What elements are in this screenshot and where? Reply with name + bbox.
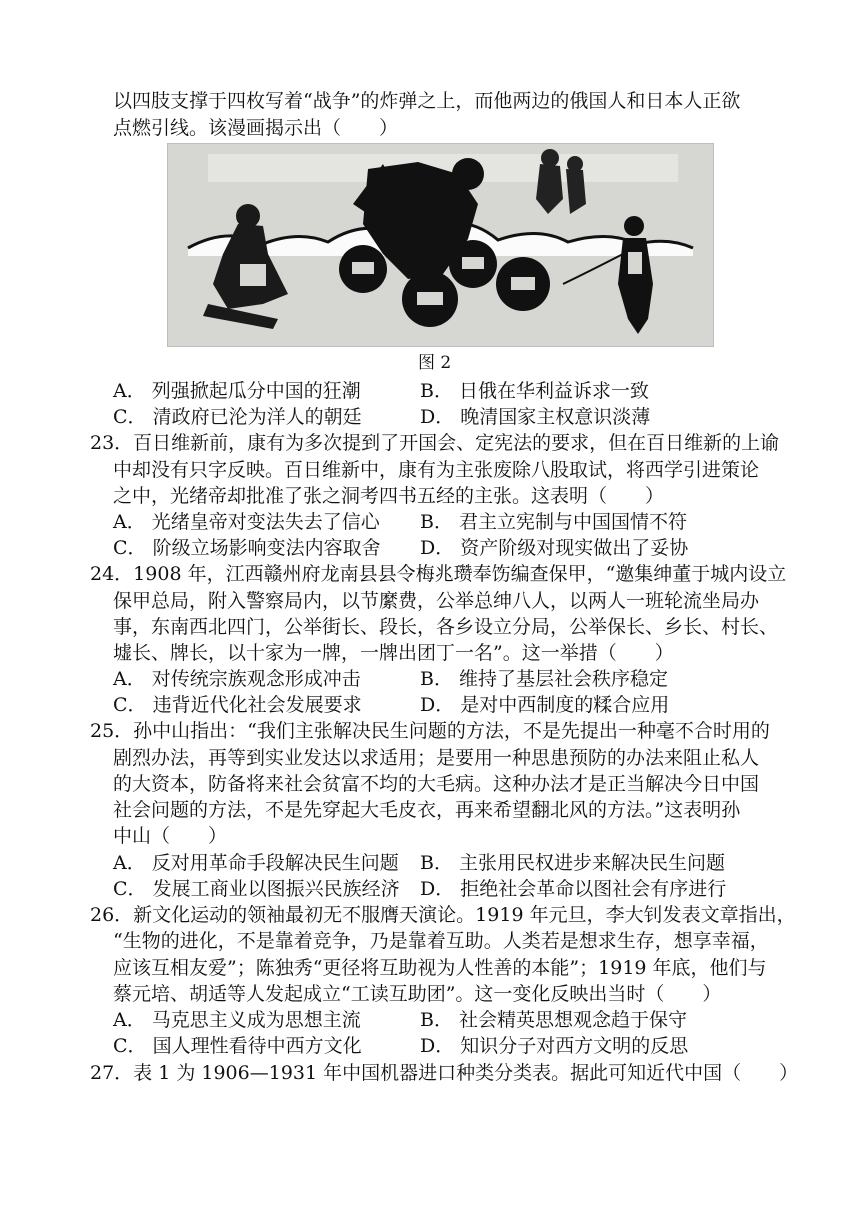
- q22-option-d: D． 晚清国家主权意识淡薄: [420, 406, 651, 428]
- q22-stem-line-1: 以四肢支撑于四枚写着“战争”的炸弹之上，而他两边的俄国人和日本人正欲: [113, 90, 741, 112]
- q24-stem-line-4: 墟长、牌长，以十家为一牌，一牌出团丁一名”。这一举措（ ）: [113, 642, 674, 664]
- q24-option-c: C． 违背近代化社会发展要求: [113, 694, 362, 716]
- q25-stem-line-3: 的大资本，防备将来社会贫富不均的大毛病。这种办法才是正当解决今日中国: [113, 773, 760, 795]
- q25-stem-line-4: 社会问题的方法，不是先穿起大毛皮衣，再来希望翻北风的方法。”这表明孙: [113, 799, 741, 821]
- q23-option-a: A． 光绪皇帝对变法失去了信心: [113, 511, 380, 533]
- q24-stem-line-1: 24．1908 年，江西赣州府龙南县县令梅兆瓒奉饬编查保甲，“邀集绅董于城内设立: [90, 563, 787, 585]
- q23-option-d: D． 资产阶级对现实做出了妥协: [420, 537, 689, 559]
- q24-option-a: A． 对传统宗族观念形成冲击: [113, 668, 361, 690]
- q26-option-a: A． 马克思主义成为思想主流: [113, 1009, 361, 1031]
- q23-option-c: C． 阶级立场影响变法内容取舍: [113, 537, 381, 559]
- q25-stem-line-5: 中山（ ）: [113, 825, 228, 847]
- q22-stem-line-2: 点燃引线。该漫画揭示出（ ）: [113, 117, 399, 139]
- q24-option-b: B． 维持了基层社会秩序稳定: [420, 668, 669, 690]
- figure-caption: 图 2: [418, 353, 452, 373]
- q22-option-c: C． 清政府已沦为洋人的朝廷: [113, 406, 362, 428]
- q24-stem-line-3: 事，东南西北四门，公举街长、段长，各乡设立分局，公举保长、乡长、村长、: [113, 616, 779, 638]
- q23-stem-line-3: 之中，光绪帝却批准了张之洞考四书五经的主张。这表明（ ）: [113, 485, 665, 507]
- q25-option-d: D． 拒绝社会革命以图社会有序进行: [420, 878, 727, 900]
- political-cartoon-image: [167, 143, 714, 347]
- q26-stem-line-2: “生物的进化，不是靠着竞争，乃是靠着互助。人类若是想求生存，想享幸福，: [113, 930, 769, 952]
- q26-option-b: B． 社会精英思想观念趋于保守: [420, 1009, 688, 1031]
- q25-stem-line-2: 剧烈办法，再等到实业发达以求适用；是要用一种思患预防的办法来阻止私人: [113, 747, 760, 769]
- q22-option-a: A． 列强掀起瓜分中国的狂潮: [113, 380, 361, 402]
- q26-option-d: D． 知识分子对西方文明的反思: [420, 1035, 689, 1057]
- q25-stem-line-1: 25．孙中山指出：“我们主张解决民生问题的方法，不是先提出一种毫不合时用的: [90, 720, 770, 742]
- q24-option-d: D． 是对中西制度的糅合应用: [420, 694, 670, 716]
- q22-option-b: B． 日俄在华利益诉求一致: [420, 380, 650, 402]
- q26-stem-line-3: 应该互相友爱”；陈独秀“更径将互助视为人性善的本能”；1919 年底，他们与: [113, 957, 767, 979]
- q23-stem-line-2: 中却没有只字反映。百日维新中，康有为主张废除八股取试，将西学引进策论: [113, 459, 760, 481]
- q25-option-b: B． 主张用民权进步来解决民生问题: [420, 852, 726, 874]
- q26-stem-line-4: 蔡元培、胡适等人发起成立“工读互助团”。这一变化反映出当时（ ）: [113, 983, 722, 1005]
- q23-option-b: B． 君主立宪制与中国国情不符: [420, 511, 688, 533]
- cartoon-illustration: [168, 144, 713, 346]
- q25-option-a: A． 反对用革命手段解决民生问题: [113, 852, 399, 874]
- q27-stem-line-1: 27．表 1 为 1906—1931 年中国机器进口种类分类表。据此可知近代中国（ ）: [90, 1062, 799, 1084]
- q25-option-c: C． 发展工商业以图振兴民族经济: [113, 878, 400, 900]
- q26-stem-line-1: 26．新文化运动的领袖最初无不服膺天演论。1919 年元旦，李大钊发表文章指出，: [90, 904, 796, 926]
- q26-option-c: C． 国人理性看待中西方文化: [113, 1035, 362, 1057]
- q23-stem-line-1: 23．百日维新前，康有为多次提到了开国会、定宪法的要求，但在百日维新的上谕: [90, 432, 780, 454]
- q24-stem-line-2: 保甲总局，附入警察局内，以节縻费，公举总绅八人，以两人一班轮流坐局办: [113, 590, 760, 612]
